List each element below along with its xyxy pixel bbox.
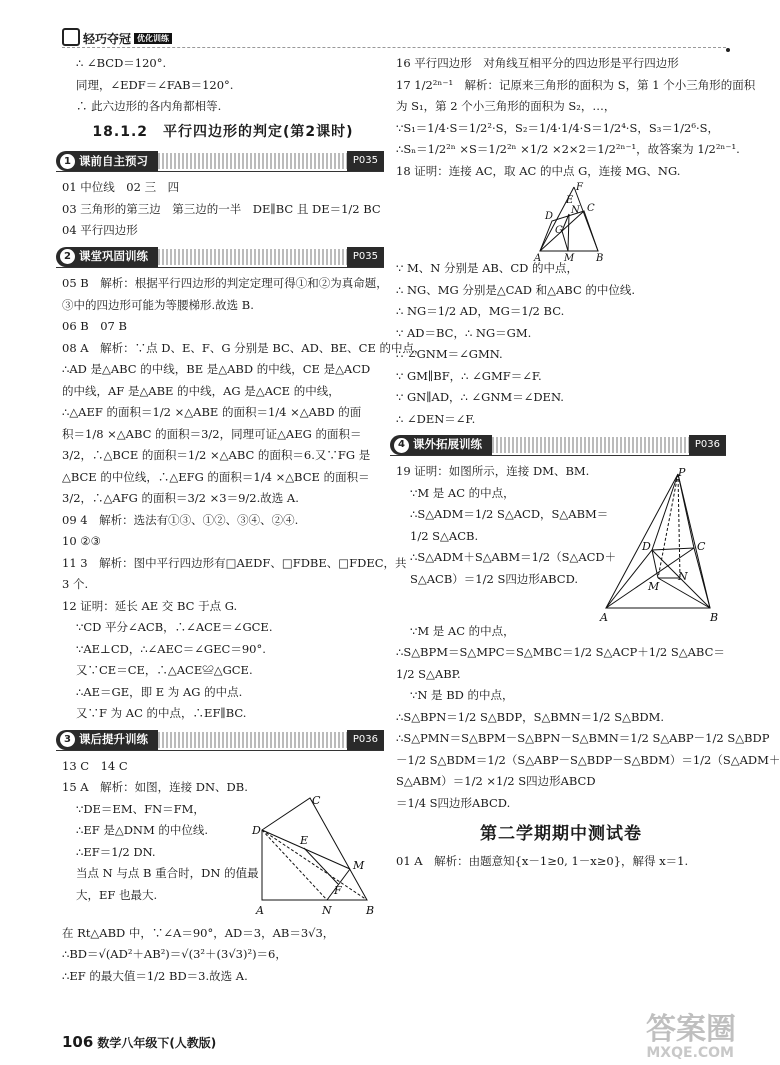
figure-q19 [598,465,728,625]
answer-line: ∴S△BPN＝1/2 S△BDP，S△BMN＝1/2 S△BDM. [396,709,665,724]
answer-line: ∴EF 的最大值＝1/2 BD＝3.故选 A. [62,968,248,983]
answer-line: ∵M 是 AC 的中点， [410,623,515,638]
answer-line: 13 C 14 C [62,758,128,773]
answer-line: 大，EF 也最大. [76,887,158,902]
bar-stripe [158,732,347,748]
fig18-label: N [571,205,580,217]
fig15-label: E [300,833,309,847]
fig15-label: D [252,823,261,837]
fig15-label: N [322,903,332,917]
fig19-label: C [697,539,706,553]
answer-line: 11 3 解析：图中平行四边形有□AEDF、□FDBE、□FDEC，共 [62,555,407,570]
bar-page-ref: P036 [689,435,726,455]
answer-line: ∵AE⊥CD，∴∠AEC＝∠GEC＝90°. [76,641,266,656]
figure-q18 [532,181,622,265]
answer-line: ∴Sₙ＝1/2²ⁿ ×S＝1/2²ⁿ ×1/2 ×2×2＝1/2²ⁿ⁻¹，故答案为 1/2²ⁿ⁻¹. [396,142,740,157]
bar-number: 4 [394,438,409,453]
page-number: 106 [62,1033,94,1051]
header-divider [62,47,726,48]
answer-line: 为 S₁，第 2 个小三角形的面积为 S₂，…， [396,99,616,114]
answer-line: ∴S△ADM＋S△ABM＝1/2（S△ACD＋ [410,550,617,565]
answer-line: ∴ NG＝1/2 AD，MG＝1/2 BC. [396,304,565,319]
answer-line: ∴ ∠DEN＝∠F. [396,411,476,426]
fig18-label: F [576,182,583,194]
answer-line: 15 A 解析：如图，连接 DN、DB. [62,780,248,795]
right-column [396,56,780,876]
answer-line: ∴BD＝√(AD²＋AB²)＝√(3²＋(3√3)²)＝6， [62,947,287,962]
answer-line: ∵DE＝EM、FN＝FM， [76,801,205,816]
fig18-label: C [587,203,595,215]
left-column [62,56,426,990]
fig18-label: A [534,253,542,265]
fig19-label: B [710,610,719,624]
bar-number: 2 [60,249,75,264]
text-line: ∴ 此六边形的各内角都相等. [76,99,222,114]
bar-stripe [492,437,689,453]
answer-line: 09 4 解析：选法有①③、①②、③④、②④. [62,512,299,527]
text-line: ∴ ∠BCD＝120°. [76,56,167,70]
answer-line: 又∵CE＝CE，∴△ACE≌△GCE. [76,663,253,678]
fig15-label: B [366,903,375,917]
bar-page-ref: P035 [347,151,384,171]
answer-line: ③中的四边形可能为等腰梯形.故选 B. [62,297,254,312]
bar-page-ref: P036 [347,730,384,750]
answer-line: ＝1/4 S四边形ABCD. [396,795,511,810]
fig19-label: A [600,610,608,624]
corner-dot [726,48,730,52]
section-bar-pre-study [56,151,384,172]
text-line: 同理，∠EDF＝∠FAB＝120°. [76,77,234,92]
fig18-label: M [564,253,575,265]
bar-page-ref: P035 [347,247,384,267]
bar-number: 3 [60,732,75,747]
watermark: 答案圈 [646,1012,736,1047]
answer-line: 3/2，∴△AFG 的面积＝3/2 ×3＝9/2.故选 A. [62,491,299,506]
answer-line: 01 A 解析：由题意知{x－1≥0, 1－x≥0}，解得 x＝1. [396,854,689,869]
answer-line: ∴EF 是△DNM 的中位线. [76,823,209,838]
answer-line: 18 证明：连接 AC，取 AC 的中点 G，连接 MG、NG. [396,163,681,178]
fig19-label: M [648,579,660,593]
q15-block [62,793,384,926]
fig19-label: N [678,569,688,583]
bar-stripe [158,249,347,265]
fig18-label: E [566,195,574,207]
fig18-label: B [596,253,604,265]
fig15-label: A [256,903,264,917]
bar-label: 课后提升训练 [79,732,148,747]
answer-line: 积＝1/8 ×△ABC 的面积＝3/2，同理可证△AEG 的面积＝ [62,426,362,441]
bar-stripe [158,153,347,169]
answer-line: ∵ M、N 分别是 AB、CD 的中点， [396,261,579,276]
fig19-label: D [642,539,651,553]
answer-line: 在 Rt△ABD 中，∵∠A＝90°，AD＝3，AB＝3√3， [62,925,335,940]
answer-line: 06 B 07 B [62,319,127,334]
fig19-label: P [678,465,686,479]
answer-line: S△ABM）＝1/2 ×1/2 S四边形ABCD [396,774,596,789]
answer-line: 当点 N 与点 B 重合时，DN 的值最 [76,866,259,881]
answer-line: △BCE 的中位线，∴△EFG 的面积＝1/4 ×△BCE 的面积＝ [62,469,370,484]
answer-line: 又∵F 为 AC 的中点，∴EF∥BC. [76,706,247,721]
answer-line: 3 个. [62,577,89,592]
answer-line: ∴S△PMN＝S△BPM－S△BPN－S△BMN＝1/2 S△ABP－1/2 S△BDP [396,731,770,746]
answer-line: 的中线，AF 是△ABE 的中线，AG 是△ACE 的中线， [62,383,340,398]
answer-line: ∴△AEF 的面积＝1/2 ×△ABE 的面积＝1/4 ×△ABD 的面 [62,405,362,420]
bar-label: 课前自主预习 [79,153,148,168]
bar-label: 课外拓展训练 [413,437,482,452]
answer-line: ∴S△ADM＝1/2 S△ACD，S△ABM＝ [410,507,609,522]
answer-line: －1/2 S△BDM＝1/2（S△ABP－S△BDP－S△BDM）＝1/2（S△ADM＋ [396,752,780,767]
figure-q15 [252,793,382,926]
fig15-label: C [312,793,321,807]
bar-number: 1 [60,154,75,169]
section-bar-after-class [56,730,384,751]
answer-line: ∴ NG、MG 分别是△CAD 和△ABC 的中位线. [396,282,636,297]
answer-line: 10 ②③ [62,534,101,549]
answer-line: ∴S△BPM＝S△MPC＝S△MBC＝1/2 S△ACP＋1/2 S△ABC＝ [396,645,725,660]
answer-line: ∵M 是 AC 的中点， [410,485,515,500]
answer-line: ∴ ∠GNM＝∠GMN. [396,347,503,362]
footer-text: 数学八年级下(人教版) [97,1036,217,1050]
answer-line: ∴AD 是△ABC 的中线，BE 是△ABD 的中线，CE 是△ACD [62,362,371,377]
fig15-label: F [334,883,342,897]
section-bar-extension [390,435,726,456]
answer-line: ∵ GM∥BF，∴ ∠GMF＝∠F. [396,368,542,383]
page-footer [62,1032,216,1052]
answer-line: ∴EF＝1/2 DN. [76,844,156,859]
answer-line: ∵ AD＝BC，∴ NG＝GM. [396,325,532,340]
exam-title: 第二学期期中测试卷 [480,824,642,845]
answer-line: 08 A 解析：∵点 D、E、F、G 分别是 BC、AD、BE、CE 的中点， [62,340,426,355]
answer-line: 3/2，∴△BCE 的面积＝1/2 ×△ABC 的面积＝6.又∵FG 是 [62,448,371,463]
answer-line: 17 1/2²ⁿ⁻¹ 解析：记原来三角形的面积为 S，第 1 个小三角形的面积 [396,77,756,92]
fig18-label: D [545,211,554,223]
answer-line: 05 B 解析：根据平行四边形的判定定理可得①和②为真命题， [62,275,388,290]
watermark-url: MXQE.COM [646,1045,734,1061]
section-title: 18.1.2 平行四边形的判定(第2课时) [92,123,354,140]
fig15-label: M [353,858,365,872]
answer-line: 03 三角形的第三边 第三边的一半 DE∥BC 且 DE＝1/2 BC [62,201,381,216]
answer-line: ∵ GN∥AD，∴ ∠GNM＝∠DEN. [396,390,564,405]
answer-line: 1/2 S△ABP. [396,666,461,681]
bar-label: 课堂巩固训练 [79,249,148,264]
answer-line: 01 中位线 02 三 四 [62,180,180,195]
answer-line: S△ACB）＝1/2 S四边形ABCD. [410,571,579,586]
answer-line: ∵N 是 BD 的中点， [410,688,514,703]
answer-line: 1/2 S△ACB. [410,528,479,543]
answer-line: 12 证明：延长 AE 交 BC 于点 G. [62,598,238,613]
fig18-label: G [555,225,563,237]
answer-line: 16 平行四边形 对角线互相平分的四边形是平行四边形 [396,56,679,70]
section-bar-class-practice [56,247,384,268]
answer-line: 19 证明：如图所示，连接 DM、BM. [396,464,590,479]
answer-line: ∵S₁＝1/4·S＝1/2²·S，S₂＝1/4·1/4·S＝1/2⁴·S，S₃＝1/2⁶·S， [396,120,719,135]
answer-line: ∵CD 平分∠ACB，∴∠ACE＝∠GCE. [76,620,273,635]
header-tag: 优化训练 [134,33,172,44]
answer-line: 04 平行四边形 [62,223,138,238]
brand-logo-icon [62,28,80,46]
answer-line: ∴AE＝GE，即 E 为 AG 的中点. [76,684,243,699]
header-brand: 轻巧夺冠 优化训练 [62,28,172,47]
